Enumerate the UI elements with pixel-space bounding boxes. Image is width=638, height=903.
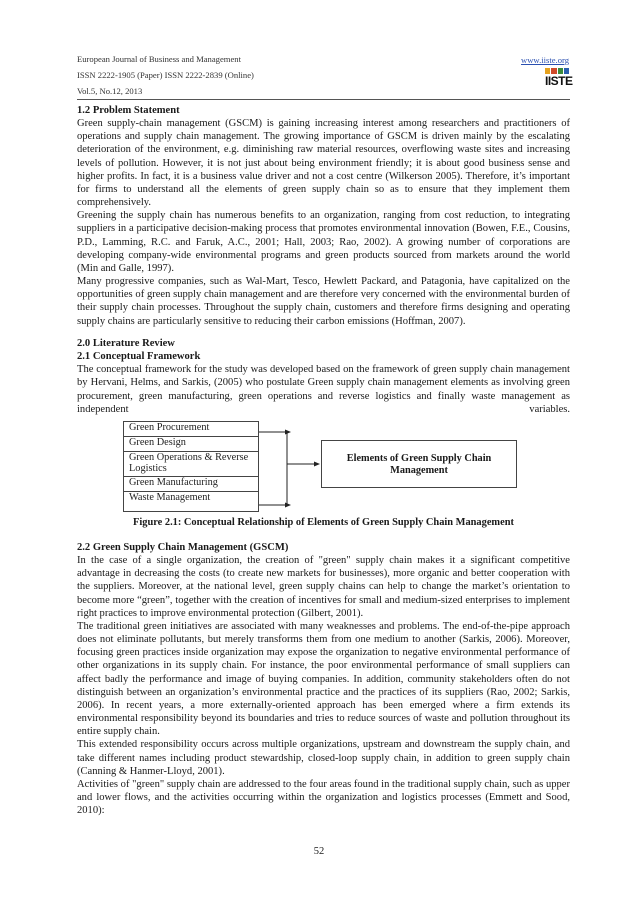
page-number: 52 (313, 846, 325, 857)
input-box: Waste Management (123, 491, 259, 512)
output-box: Elements of Green Supply Chain Management (321, 440, 517, 488)
section-heading: 2.2 Green Supply Chain Management (GSCM) (77, 542, 289, 553)
paragraph: Many progressive companies, such as Wal-Mart, Tesco, Hewlett Packard, and Patagonia, have capitalized on the opportunities of green supply chain management and are therefore very concerned with the environmental burden of their supply chain processes. Throughout the supply chain, customers and therefore firms designing and operating supply chains are particularly sensitive to reducing their carbon emissions (Hoffman, 2007). (77, 276, 570, 327)
iiste-logo (545, 68, 573, 90)
logo-text: IISTE (545, 74, 573, 88)
paragraph: The traditional green initiatives are associated with many weaknesses and problems. The end-of-the-pipe approach does not eliminate pollutants, but merely transforms them from one medium to another (Sarkis, 2006). Moreover, focusing green practices inside organization may expose the organization to negative environmental performance of other organizations in its supply chain. For instance, the poor environmental performance of small suppliers can affect badly the performance and image of buying companies. In addition, community stakeholders often do not distinguish between an organization’s environmental practice and the practices of its suppliers (Rao, 2002; Sarkis, 2006). In recent years, a more externally-oriented approach has been emerged where a firm extends its environmental responsibility beyond its boundaries and tries to reduce sources of waste and pollution throughout its entire supply chain. (77, 620, 570, 738)
subsection-heading: 2.1 Conceptual Framework (77, 351, 201, 363)
paragraph: The conceptual framework for the study was developed based on the framework of green supply chain management by Hervani, Helms, and Sarkis, (2005) who postulate Green supply chain management elements as involving green procurement, green manufacturing, green operations and reverse logistics and finally waste management as independent variables. (77, 364, 570, 415)
paragraph: Greening the supply chain has numerous benefits to an organization, ranging from cost reduction, to integrating suppliers in a participative decision-making process that promotes environmental innovation (Bowen, F.E., Cousins, P.D., Lamming, R.C. and Faruk, A.C., 2001; Hall, 2003; Rao, 2002). A growing number of corporations are developing company-wide environmental programs and green products sourced from markets around the world (Min and Galle, 1997). (77, 210, 570, 274)
issn: ISSN 2222-1905 (Paper) ISSN 2222-2839 (Online) (77, 70, 254, 80)
header-divider (77, 99, 570, 100)
paragraph: Activities of "green" supply chain are addressed to the four areas found in the traditional supply chain, such as upper and lower flows, and the activities occurring within the organization and logistics processes (Emmett and Sood, 2010): (77, 778, 570, 817)
journal-url-link[interactable]: www.iiste.org (521, 55, 569, 65)
input-box: Green Design (123, 436, 259, 452)
volume: Vol.5, No.12, 2013 (77, 86, 143, 96)
section-heading: 2.0 Literature Review (77, 338, 175, 349)
section-literature-review (77, 337, 570, 416)
section-problem-statement (77, 104, 570, 328)
input-box: Green Procurement (123, 421, 259, 437)
paragraph: Green supply-chain management (GSCM) is gaining increasing interest among researchers and practitioners of operations and supply chain management. The growing importance of GSCM is driven mainly by the escalating deterioration of the environment, e.g. diminishing raw material resources, overflowing waste sites and increasing levels of pollution. However, it is not just about being environment friendly; it is about good business sense and higher profits. In fact, it is a business value driver and not a cost centre (Wilkerson 2005). Therefore, it’s important for firms to understand all the elements of green supply chain so as to ensure that they implement them comprehensively. (77, 118, 570, 209)
input-box: Green Manufacturing (123, 476, 259, 492)
section-heading: 1.2 Problem Statement (77, 105, 180, 116)
input-box: Green Operations & Reverse Logistics (123, 451, 259, 477)
figure-caption: Figure 2.1: Conceptual Relationship of Elements of Green Supply Chain Management (133, 517, 514, 528)
paragraph: In the case of a single organization, the creation of "green" supply chain makes it a significant competitive advantage in decreasing the costs (to create new markets for businesses), more organic and better cooperation with the suppliers. Moreover, at the national level, green supply chains can help to change the market’s orientation to become more “green”, together with the creation of incentives for small and medium-sized enterprises to implement right practices to improve environmental protection (Gilbert, 2001). (77, 555, 570, 619)
paragraph: This extended responsibility occurs across multiple organizations, upstream and downstream the supply chain, and take different names including product stewardship, closed-loop supply chain, in addition to green supply chain (Canning & Hanmer-Lloyd, 2001). (77, 739, 570, 777)
section-gscm (77, 541, 570, 817)
journal-name: European Journal of Business and Management (77, 54, 241, 64)
